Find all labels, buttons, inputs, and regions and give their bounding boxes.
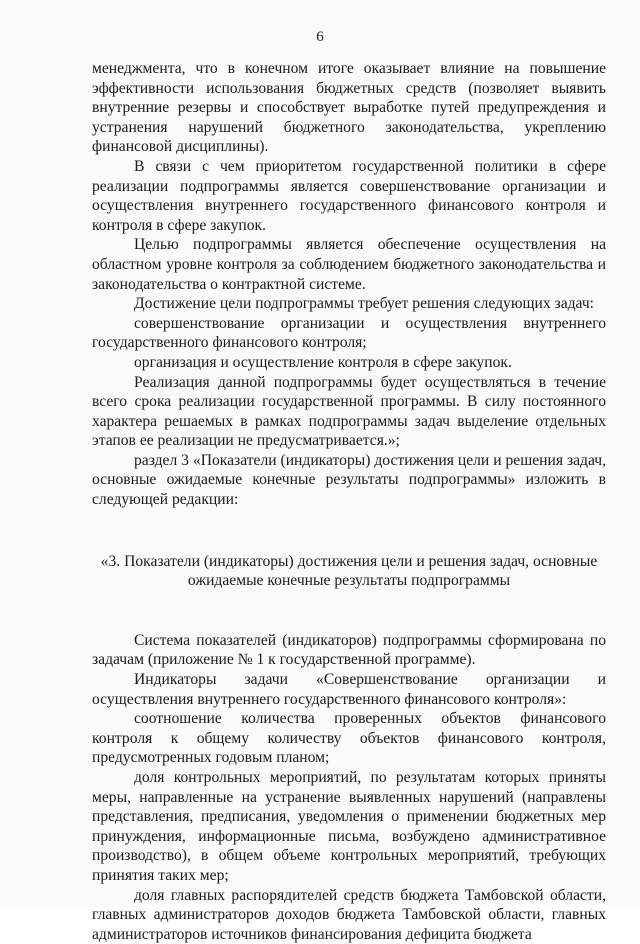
paragraph: Достижение цели подпрограммы требует решения следующих задач: — [134, 295, 595, 313]
page-number: 6 — [316, 29, 324, 45]
list-item: совершенствование организации и осуществления внутреннего государственного финансового контроля; — [92, 314, 606, 352]
paragraph: Индикаторы задачи «Совершенствование организации и осуществления внутреннего государственного финансового контроля»: — [92, 671, 606, 708]
paragraph: Реализация данной подпрограммы будет осуществляться в течение всего срока реализации государственной программы. В силу постоянного характера решаемых в рамках подпрограммы задач выделение отдельных этапов ее реализации не предусматривается.»; — [92, 373, 606, 450]
document-body — [92, 59, 606, 944]
paragraph: Система показателей (индикаторов) подпрограммы сформирована по задачам (приложение № 1 к государственной программе). — [92, 631, 606, 669]
list-item: доля контрольных мероприятий, по результатам которых приняты меры, направленные на устранение выявленных нарушений (направлены представления, предписания, уведомления о применении бюджетных мер принуждения, информационные письма, возбуждено административное производство), в общем объеме контрольных мероприятий, требующих принятия таких мер; — [92, 769, 606, 884]
paragraph: раздел 3 «Показатели (индикаторы) достижения цели и решения задач, основные ожидаемые конечные результаты подпрограммы» изложить в следующей редакции: — [92, 451, 606, 509]
list-item: организация и осуществление контроля в сфере закупок. — [134, 353, 512, 371]
paragraph-continuation: менеджмента, что в конечном итоге оказывает влияние на повышение эффективности использования бюджетных средств (позволяет выявить внутренние резервы и способствует выработке путей предупреждения и устранения нарушений бюджетного законодательства, укреплению финансовой дисциплины). — [92, 60, 606, 156]
paragraph: Целью подпрограммы является обеспечение осуществления на областном уровне контроля за соблюдением бюджетного законодательства и законодательства о контрактной системе. — [92, 236, 606, 293]
paragraph: В связи с чем приоритетом государственной политики в сфере реализации подпрограммы является совершенствование организации и осуществления внутреннего государственного финансового контроля и контроля в сфере закупок. — [92, 157, 606, 234]
list-item: соотношение количества проверенных объектов финансового контроля к общему количеству объектов финансового контроля, предусмотренных годовым планом; — [92, 710, 606, 767]
list-item: доля главных распорядителей средств бюджета Тамбовской области, главных администраторов доходов бюджета Тамбовской области, главных администраторов источников финансирования дефицита бюджета — [92, 886, 606, 943]
section-heading: «3. Показатели (индикаторы) достижения цели и решения задач, основные ожидаемые конечные результаты подпрограммы — [100, 552, 598, 590]
